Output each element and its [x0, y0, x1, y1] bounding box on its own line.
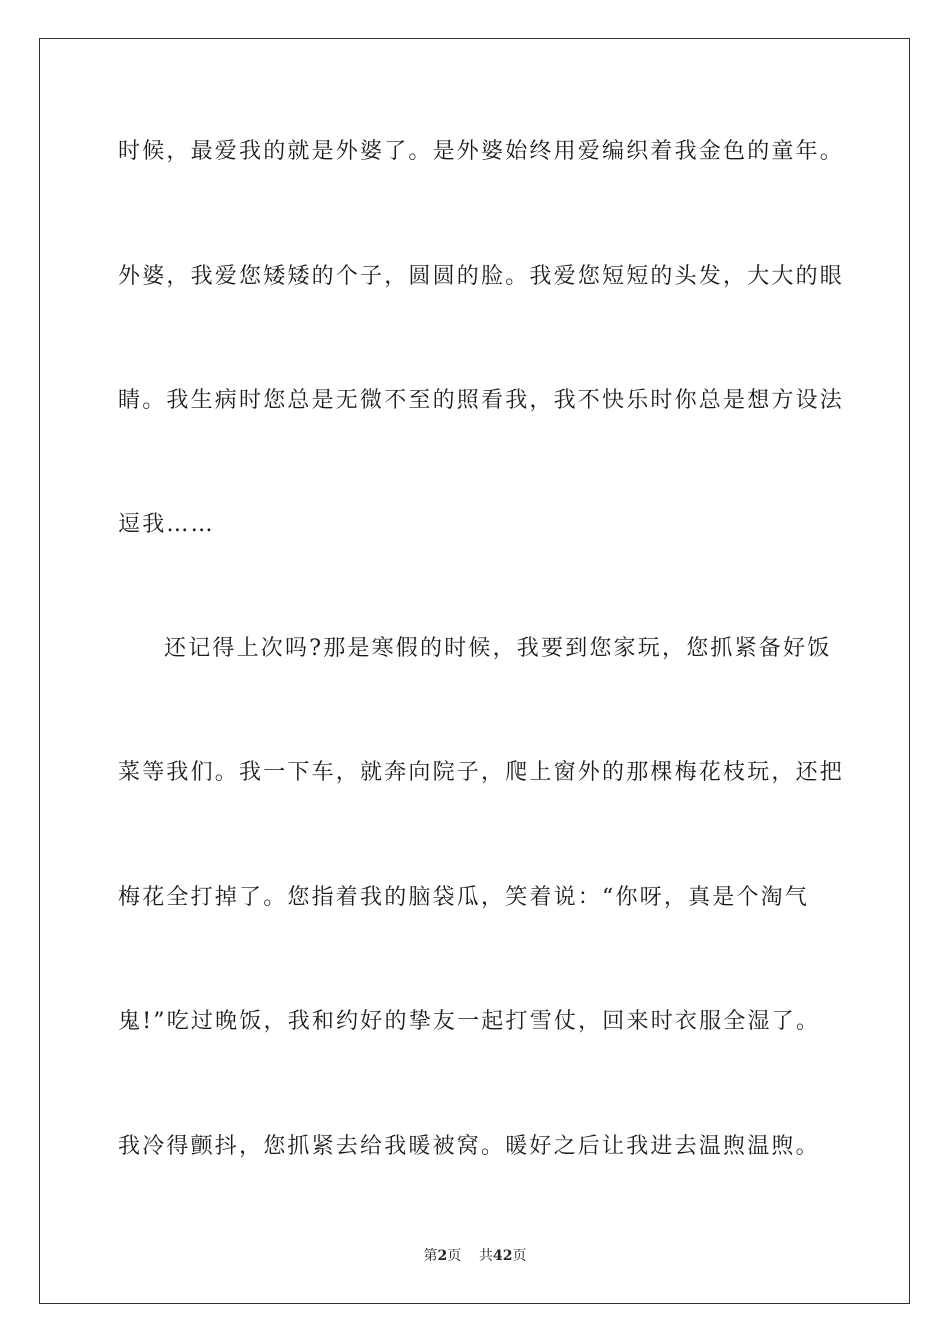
- page-footer: [0, 1247, 950, 1265]
- text-line-8: 鬼!”吃过晚饭，我和约好的挚友一起打雪仗，回来时衣服全湿了。: [118, 1009, 821, 1034]
- text-line-3: 睛。我生病时您总是无微不至的照看我，我不快乐时你总是想方设法: [118, 388, 845, 413]
- text-line-6: 菜等我们。我一下车，就奔向院子，爬上窗外的那棵梅花枝玩，还把: [118, 760, 845, 785]
- footer-total-prefix: 共: [479, 1248, 494, 1264]
- text-line-1: 时候，最爱我的就是外婆了。是外婆始终用爱编织着我金色的童年。: [118, 139, 845, 164]
- text-line-2: 外婆，我爱您矮矮的个子，圆圆的脸。我爱您短短的头发，大大的眼: [118, 264, 845, 289]
- text-line-4: 逗我……: [118, 512, 215, 537]
- footer-page-number: 2: [437, 1248, 448, 1264]
- text-line-9: 我冷得颤抖，您抓紧去给我暖被窝。暖好之后让我进去温煦温煦。: [118, 1134, 820, 1159]
- footer-page-prefix: 第: [423, 1248, 438, 1264]
- footer-page-suffix: 页: [447, 1248, 462, 1264]
- footer-total-pages: 42: [493, 1248, 513, 1264]
- paragraph-2-first-line: 还记得上次吗?那是寒假的时候，我要到您家玩，您抓紧备好饭: [164, 636, 832, 661]
- text-line-7: 梅花全打掉了。您指着我的脑袋瓜，笑着说：“你呀，真是个淘气: [118, 885, 810, 910]
- page-border: [39, 38, 910, 1304]
- footer-total-suffix: 页: [512, 1248, 527, 1264]
